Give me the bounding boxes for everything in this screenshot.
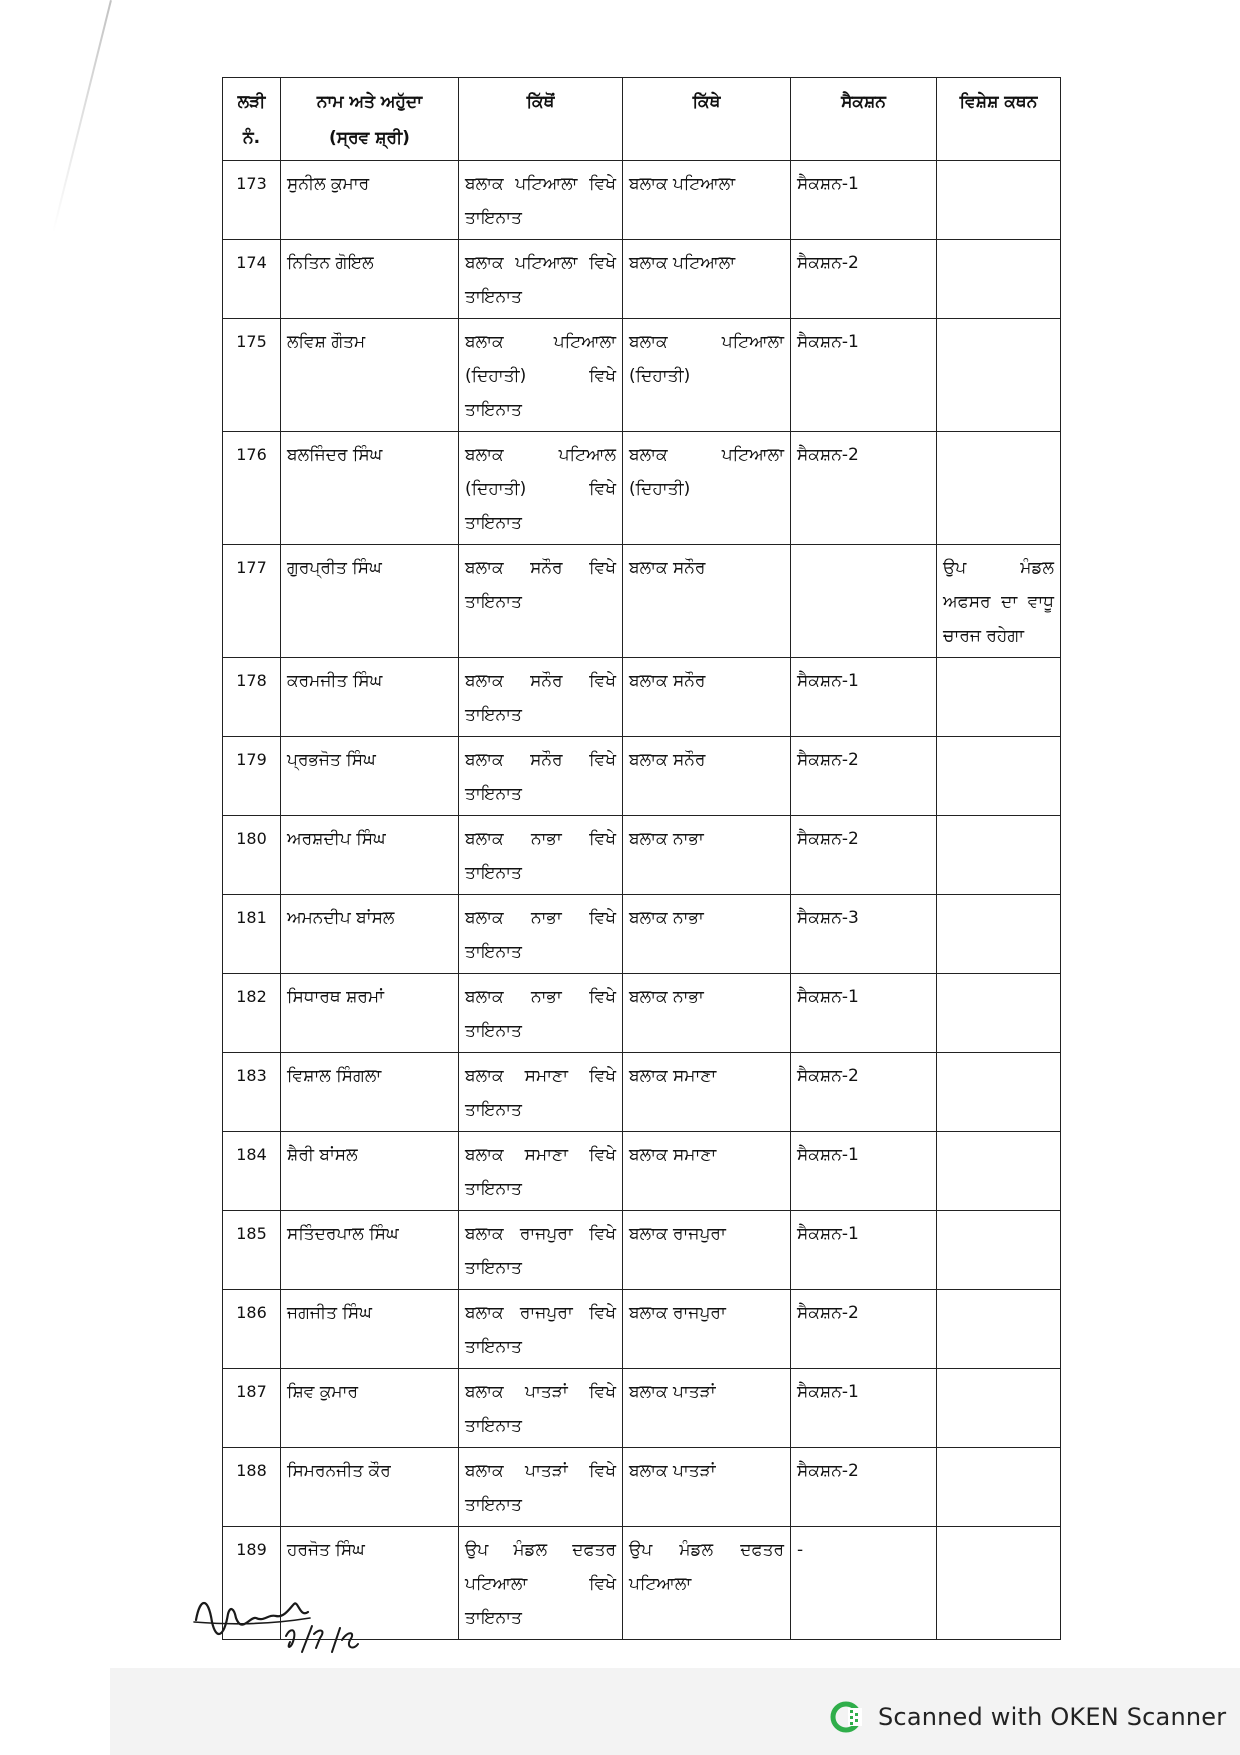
from-cell: ਬਲਾਕ ਸਮਾਣਾ ਵਿਖੇ ਤਾਇਨਾਤ	[459, 1132, 623, 1211]
to-cell: ਬਲਾਕ ਪਟਿਆਲਾ (ਦਿਹਾਤੀ)	[623, 432, 791, 545]
section-cell: ਸੈਕਸ਼ਨ-1	[791, 1211, 937, 1290]
to-cell: ਬਲਾਕ ਨਾਭਾ	[623, 974, 791, 1053]
name-cell: ਕਰਮਜੀਤ ਸਿੰਘ	[281, 658, 459, 737]
to-cell: ਉਪ ਮੰਡਲ ਦਫਤਰ ਪਟਿਆਲਾ	[623, 1527, 791, 1640]
to-cell: ਬਲਾਕ ਨਾਭਾ	[623, 816, 791, 895]
remarks-cell	[937, 1448, 1061, 1527]
serial-number-cell: 181	[223, 895, 281, 974]
name-cell: ਸਿਮਰਨਜੀਤ ਕੌਰ	[281, 1448, 459, 1527]
remarks-cell	[937, 240, 1061, 319]
name-cell: ਪ੍ਰਭਜੋਤ ਸਿੰਘ	[281, 737, 459, 816]
to-cell: ਬਲਾਕ ਪਟਿਆਲਾ	[623, 240, 791, 319]
serial-number-cell: 185	[223, 1211, 281, 1290]
serial-number-cell: 176	[223, 432, 281, 545]
to-cell: ਬਲਾਕ ਸਨੌਰ	[623, 545, 791, 658]
to-cell: ਬਲਾਕ ਪਾਤੜਾਂ	[623, 1448, 791, 1527]
serial-number-cell: 186	[223, 1290, 281, 1369]
serial-number-cell: 184	[223, 1132, 281, 1211]
name-cell: ਸਤਿੰਦਰਪਾਲ ਸਿੰਘ	[281, 1211, 459, 1290]
remarks-cell	[937, 895, 1061, 974]
from-cell: ਬਲਾਕ ਪਾਤੜਾਂ ਵਿਖੇ ਤਾਇਨਾਤ	[459, 1369, 623, 1448]
table-row	[223, 240, 1061, 319]
section-cell: ਸੈਕਸ਼ਨ-1	[791, 161, 937, 240]
section-cell: ਸੈਕਸ਼ਨ-1	[791, 1132, 937, 1211]
section-cell: ਸੈਕਸ਼ਨ-1	[791, 319, 937, 432]
name-cell: ਅਮਨਦੀਪ ਬਾਂਸਲ	[281, 895, 459, 974]
table-row	[223, 1132, 1061, 1211]
serial-number-cell: 187	[223, 1369, 281, 1448]
remarks-cell	[937, 1369, 1061, 1448]
section-cell: ਸੈਕਸ਼ਨ-2	[791, 1448, 937, 1527]
from-cell: ਬਲਾਕ ਰਾਜਪੁਰਾ ਵਿਖੇ ਤਾਇਨਾਤ	[459, 1290, 623, 1369]
table-row	[223, 974, 1061, 1053]
to-cell: ਬਲਾਕ ਰਾਜਪੁਰਾ	[623, 1290, 791, 1369]
remarks-cell	[937, 1527, 1061, 1640]
table-row	[223, 1448, 1061, 1527]
header-serial-number: ਲੜੀ ਨੰ.	[223, 78, 281, 161]
name-cell: ਗੁਰਪ੍ਰੀਤ ਸਿੰਘ	[281, 545, 459, 658]
section-cell: ਸੈਕਸ਼ਨ-1	[791, 974, 937, 1053]
name-cell: ਸਿਧਾਰਥ ਸ਼ਰਮਾਂ	[281, 974, 459, 1053]
remarks-cell	[937, 1053, 1061, 1132]
section-cell: ਸੈਕਸ਼ਨ-1	[791, 1369, 937, 1448]
header-to: ਕਿੱਥੇ	[623, 78, 791, 161]
section-cell: ਸੈਕਸ਼ਨ-2	[791, 1053, 937, 1132]
remarks-cell	[937, 319, 1061, 432]
serial-number-cell: 180	[223, 816, 281, 895]
table-row	[223, 432, 1061, 545]
table-row	[223, 816, 1061, 895]
section-cell: ਸੈਕਸ਼ਨ-2	[791, 1290, 937, 1369]
name-cell: ਲਵਿਸ਼ ਗੌਤਮ	[281, 319, 459, 432]
table-row	[223, 1290, 1061, 1369]
serial-number-cell: 178	[223, 658, 281, 737]
serial-number-cell: 174	[223, 240, 281, 319]
remarks-cell	[937, 1132, 1061, 1211]
remarks-cell	[937, 1211, 1061, 1290]
name-cell: ਅਰਸ਼ਦੀਪ ਸਿੰਘ	[281, 816, 459, 895]
header-from: ਕਿੱਥੋਂ	[459, 78, 623, 161]
section-cell: ਸੈਕਸ਼ਨ-2	[791, 240, 937, 319]
remarks-cell	[937, 816, 1061, 895]
table-row	[223, 545, 1061, 658]
to-cell: ਬਲਾਕ ਸਮਾਣਾ	[623, 1053, 791, 1132]
from-cell: ਬਲਾਕ ਰਾਜਪੁਰਾ ਵਿਖੇ ਤਾਇਨਾਤ	[459, 1211, 623, 1290]
from-cell: ਬਲਾਕ ਪਟਿਆਲ (ਦਿਹਾਤੀ) ਵਿਖੇ ਤਾਇਨਾਤ	[459, 432, 623, 545]
table-row	[223, 895, 1061, 974]
oken-scanner-logo-icon	[828, 1699, 864, 1735]
from-cell: ਬਲਾਕ ਪਾਤੜਾਂ ਵਿਖੇ ਤਾਇਨਾਤ	[459, 1448, 623, 1527]
from-cell: ਬਲਾਕ ਪਟਿਆਲਾ (ਦਿਹਾਤੀ) ਵਿਖੇ ਤਾਇਨਾਤ	[459, 319, 623, 432]
table-row	[223, 1369, 1061, 1448]
to-cell: ਬਲਾਕ ਪਟਿਆਲਾ	[623, 161, 791, 240]
handwritten-signature	[190, 1578, 400, 1658]
to-cell: ਬਲਾਕ ਪਾਤੜਾਂ	[623, 1369, 791, 1448]
name-cell: ਵਿਸ਼ਾਲ ਸਿੰਗਲਾ	[281, 1053, 459, 1132]
serial-number-cell: 189	[223, 1527, 281, 1640]
name-cell: ਹਰਜੋਤ ਸਿੰਘ	[281, 1527, 459, 1640]
header-name-designation: ਨਾਮ ਅਤੇ ਅਹੁੱਦਾ (ਸ੍ਰਵ ਸ਼੍ਰੀ)	[281, 78, 459, 161]
remarks-cell	[937, 737, 1061, 816]
to-cell: ਬਲਾਕ ਨਾਭਾ	[623, 895, 791, 974]
remarks-cell	[937, 161, 1061, 240]
table-row	[223, 1211, 1061, 1290]
from-cell: ਬਲਾਕ ਪਟਿਆਲਾ ਵਿਖੇ ਤਾਇਨਾਤ	[459, 240, 623, 319]
from-cell: ਬਲਾਕ ਸਨੌਰ ਵਿਖੇ ਤਾਇਨਾਤ	[459, 658, 623, 737]
from-cell: ਬਲਾਕ ਨਾਭਾ ਵਿਖੇ ਤਾਇਨਾਤ	[459, 895, 623, 974]
from-cell: ਬਲਾਕ ਨਾਭਾ ਵਿਖੇ ਤਾਇਨਾਤ	[459, 974, 623, 1053]
name-cell: ਨਿਤਿਨ ਗੋਇਲ	[281, 240, 459, 319]
section-cell: -	[791, 1527, 937, 1640]
serial-number-cell: 175	[223, 319, 281, 432]
remarks-cell	[937, 432, 1061, 545]
from-cell: ਬਲਾਕ ਸਨੌਰ ਵਿਖੇ ਤਾਇਨਾਤ	[459, 737, 623, 816]
remarks-cell	[937, 1290, 1061, 1369]
serial-number-cell: 179	[223, 737, 281, 816]
table-row	[223, 319, 1061, 432]
to-cell: ਬਲਾਕ ਪਟਿਆਲਾ (ਦਿਹਾਤੀ)	[623, 319, 791, 432]
section-cell: ਸੈਕਸ਼ਨ-1	[791, 658, 937, 737]
section-cell: ਸੈਕਸ਼ਨ-2	[791, 737, 937, 816]
remarks-cell: ਉਪ ਮੰਡਲ ਅਫਸਰ ਦਾ ਵਾਧੂ ਚਾਰਜ ਰਹੇਗਾ	[937, 545, 1061, 658]
serial-number-cell: 183	[223, 1053, 281, 1132]
serial-number-cell: 177	[223, 545, 281, 658]
name-cell: ਸ਼ਿਵ ਕੁਮਾਰ	[281, 1369, 459, 1448]
scanner-label: Scanned with OKEN Scanner	[878, 1703, 1227, 1731]
table-row	[223, 737, 1061, 816]
to-cell: ਬਲਾਕ ਰਾਜਪੁਰਾ	[623, 1211, 791, 1290]
from-cell: ਬਲਾਕ ਸਨੌਰ ਵਿਖੇ ਤਾਇਨਾਤ	[459, 545, 623, 658]
from-cell: ਬਲਾਕ ਪਟਿਆਲਾ ਵਿਖੇ ਤਾਇਨਾਤ	[459, 161, 623, 240]
scanner-watermark	[828, 1697, 1226, 1737]
table-row	[223, 1053, 1061, 1132]
name-cell: ਬਲਜਿੰਦਰ ਸਿੰਘ	[281, 432, 459, 545]
name-cell: ਸ਼ੈਰੀ ਬਾਂਸਲ	[281, 1132, 459, 1211]
to-cell: ਬਲਾਕ ਸਨੌਰ	[623, 737, 791, 816]
section-cell: ਸੈਕਸ਼ਨ-3	[791, 895, 937, 974]
serial-number-cell: 173	[223, 161, 281, 240]
name-cell: ਜਗਜੀਤ ਸਿੰਘ	[281, 1290, 459, 1369]
section-cell	[791, 545, 937, 658]
header-remarks: ਵਿਸ਼ੇਸ਼ ਕਥਨ	[937, 78, 1061, 161]
serial-number-cell: 188	[223, 1448, 281, 1527]
table-body	[223, 161, 1061, 1640]
from-cell: ਬਲਾਕ ਨਾਭਾ ਵਿਖੇ ਤਾਇਨਾਤ	[459, 816, 623, 895]
scan-margin-left	[0, 0, 110, 1755]
name-cell: ਸੁਨੀਲ ਕੁਮਾਰ	[281, 161, 459, 240]
from-cell: ਬਲਾਕ ਸਮਾਣਾ ਵਿਖੇ ਤਾਇਨਾਤ	[459, 1053, 623, 1132]
table-header-row	[223, 78, 1061, 161]
table-row	[223, 658, 1061, 737]
to-cell: ਬਲਾਕ ਸਨੌਰ	[623, 658, 791, 737]
remarks-cell	[937, 658, 1061, 737]
to-cell: ਬਲਾਕ ਸਮਾਣਾ	[623, 1132, 791, 1211]
section-cell: ਸੈਕਸ਼ਨ-2	[791, 432, 937, 545]
transfer-table	[222, 77, 1061, 1640]
serial-number-cell: 182	[223, 974, 281, 1053]
section-cell: ਸੈਕਸ਼ਨ-2	[791, 816, 937, 895]
header-section: ਸੈਕਸ਼ਨ	[791, 78, 937, 161]
from-cell: ਉਪ ਮੰਡਲ ਦਫਤਰ ਪਟਿਆਲਾ ਵਿਖੇ ਤਾਇਨਾਤ	[459, 1527, 623, 1640]
remarks-cell	[937, 974, 1061, 1053]
table-row	[223, 161, 1061, 240]
